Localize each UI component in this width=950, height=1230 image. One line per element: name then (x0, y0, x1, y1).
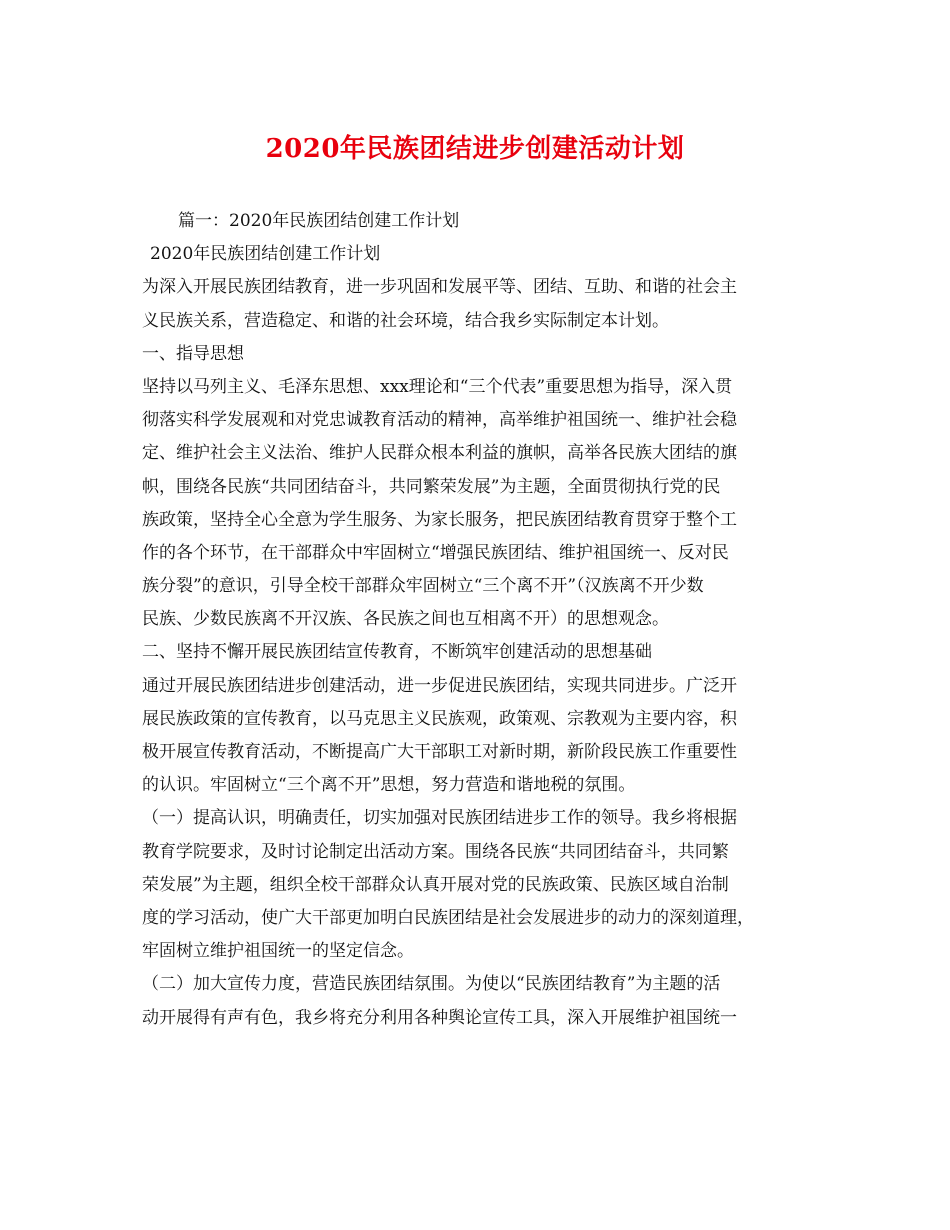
paragraph-line: 的认识。牢固树立“三个离不开”思想，努力营造和谐地税的氛围。 (142, 775, 636, 796)
paragraph-line: 展民族政策的宣传教育，以马克思主义民族观，政策观、宗教观为主要内容，积 (142, 708, 737, 729)
document-body (142, 205, 810, 1035)
paragraph-line: 牢固树立维护祖国统一的坚定信念。 (142, 941, 414, 962)
paragraph-line: （一）提高认识，明确责任，切实加强对民族团结进步工作的领导。我乡将根据 (142, 808, 737, 829)
paragraph-line: 族分裂”的意识，引导全校干部群众牢固树立“三个离不开”（汉族离不开少数 (142, 576, 704, 597)
paragraph-line: 动开展得有声有色，我乡将充分利用各种舆论宣传工具，深入开展维护祖国统一 (142, 1007, 737, 1028)
paragraph-line: 作的各个环节，在干部群众中牢固树立“增强民族团结、维护祖国统一、反对民 (142, 542, 729, 563)
paragraph-line: 民族、少数民族离不开汉族、各民族之间也互相离不开）的思想观念。 (142, 609, 669, 630)
document-title: 2020年民族团结进步创建活动计划 (265, 134, 685, 164)
paragraph-line: 彻落实科学发展观和对党忠诚教育活动的精神，高举维护祖国统一、维护社会稳 (142, 410, 737, 431)
paragraph-line: 族政策，坚持全心全意为学生服务、为家长服务，把民族团结教育贯穿于整个工 (142, 509, 737, 530)
paragraph-line: 度的学习活动，使广大干部更加明白民族团结是社会发展进步的动力的深刻道理， (142, 907, 754, 928)
paragraph-line: 二、坚持不懈开展民族团结宣传教育，不断筑牢创建活动的思想基础 (142, 642, 652, 663)
paragraph-line: 为深入开展民族团结教育，进一步巩固和发展平等、团结、互助、和谐的社会主 (142, 277, 737, 298)
paragraph-line: （二）加大宣传力度，营造民族团结氛围。为使以“民族团结教育”为主题的活 (142, 974, 721, 995)
paragraph-line: 定、维护社会主义法治、维护人民群众根本利益的旗帜，高举各民族大团结的旗 (142, 443, 737, 464)
paragraph-line: 坚持以马列主义、毛泽东思想、xxx理论和“三个代表”重要思想为指导，深入贯 (142, 376, 733, 397)
paragraph-line: 篇一：2020年民族团结创建工作计划 (178, 211, 460, 231)
paragraph-line: 帜，围绕各民族“共同团结奋斗，共同繁荣发展”为主题，全面贯彻执行党的民 (142, 476, 721, 497)
paragraph-line: 教育学院要求，及时讨论制定出活动方案。围绕各民族“共同团结奋斗，共同繁 (142, 841, 729, 862)
paragraph-line: 通过开展民族团结进步创建活动，进一步促进民族团结，实现共同进步。广泛开 (142, 675, 737, 696)
paragraph-line: 极开展宣传教育活动，不断提高广大干部职工对新时期，新阶段民族工作重要性 (142, 742, 737, 762)
paragraph-line: 义民族关系，营造稳定、和谐的社会环境，结合我乡实际制定本计划。 (142, 310, 669, 331)
paragraph-line: 一、指导思想 (142, 343, 244, 364)
paragraph-line: 2020年民族团结创建工作计划 (150, 244, 381, 265)
paragraph-line: 荣发展”为主题，组织全校干部群众认真开展对党的民族政策、民族区域自治制 (142, 874, 729, 895)
